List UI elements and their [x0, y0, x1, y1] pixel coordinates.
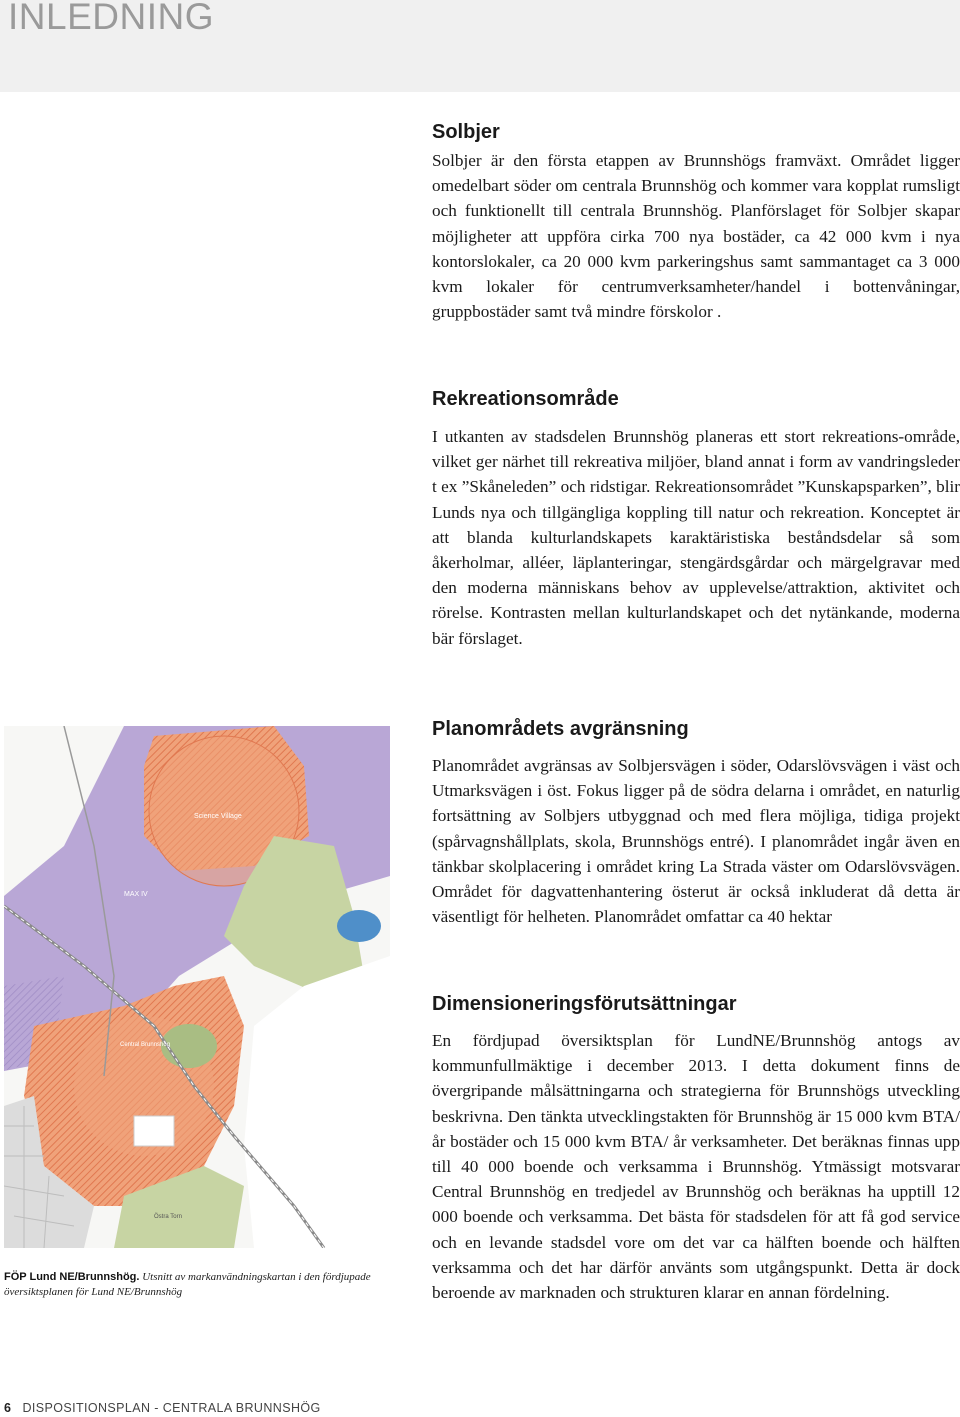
page-number: 6 — [4, 1401, 11, 1415]
section-body: En fördjupad översiktsplan för LundNE/Brunnshög antogs av kommunfullmäktige i december 2013. I detta dokument finns de övergripande målsättningarna och strategierna för Brunnshögs utveckling beskrivna. Den tänkta utvecklingstakten för Brunnshög är 15 000 kvm BTA/år bostäder och 15 000 kvm BTA/ år verksamheter. Det beräknas finnas upp till 40 000 boende och verksamma i Brunnshög. Ytmässigt motsvarar Central Brunnshög en tredjedel av Brunnshög och beräknas ha upptill 12 000 boende och verksamma. Det bästa för stadsdelen för att få god service och en levande stadsdel vore om det var ca hälften boende och hälften verksamma och det har därför använts som utgångspunkt. Detta är dock beroende av marknaden och strukturen klarar en annan fördelning. — [432, 1031, 960, 1303]
chapter-title: INLEDNING — [8, 0, 214, 37]
caption-text: Utsnitt av markanvändningskartan i den fördjupade översiktsplanen för Lund NE/Brunnshög — [4, 1271, 371, 1298]
water-pond — [337, 910, 381, 942]
section-rekreationsomrade — [432, 388, 960, 651]
land-use-map — [4, 726, 390, 1248]
caption-title: FÖP Lund NE/Brunnshög. — [4, 1271, 140, 1283]
section-heading: Solbjer — [432, 121, 500, 143]
section-heading: Rekreationsområde — [432, 388, 619, 410]
map-caption — [4, 1270, 376, 1300]
section-body: Solbjer är den första etappen av Brunnshögs framväxt. Området ligger omedelbart söder om centrala Brunnshög och kommer vara kopplat rumsligt och funktionellt till centrala Brunnshög. Planförslaget för Solbjer skapar möjligheter att uppföra cirka 700 nya bostäder, ca 42 000 kvm i nya kontorslokaler, ca 20 000 kvm parkeringshus samt sammantaget ca 3 000 kvm lokaler för centrumverksamheter/handel i bottenvåningar, gruppbostäder samt två mindre förskolor . — [432, 151, 960, 322]
document-title: DISPOSITIONSPLAN - CENTRALA BRUNNSHÖG — [22, 1401, 321, 1415]
plaza — [134, 1116, 174, 1146]
section-solbjer — [432, 121, 960, 324]
section-body: Planområdet avgränsas av Solbjersvägen i söder, Odarslövsvägen i väst och Utmarksvägen i öst. Fokus ligger på de södra delarna i området, en naturlig fortsättning av Solbjers utbyggnad och med flera möjliga, tidiga projekt (spårvagnshållplats, skola, Brunnshögs entré). I planområdet ingår även en tänkbar skolplacering i området kring La Strada väster om Odarslövsvägen. Området för dagvattenhantering österut är också inkluderat då detta är väsentligt för helheten. Planområdet omfattar ca 40 hektar — [432, 756, 960, 927]
page-footer — [4, 1401, 321, 1415]
map-label-science-village: Science Village — [194, 813, 242, 820]
section-heading: Dimensioneringsförutsättningar — [432, 993, 737, 1015]
section-body: I utkanten av stadsdelen Brunnshög planeras ett stort rekreations-område, vilket ger närhet till rekreativa miljöer, bland annat i form av vandringsleder t ex ”Skåneleden” och ridstigar. Rekreationsområdet ”Kunskapsparken”, blir Lunds nya och tillgängliga koppling till natur och rekreation. Konceptet är att blanda kulturlandskapets karaktäristiska beståndsdelar så som åkerholmar, alléer, läplanteringar, stengärdsgårdar och märgelgravar med den moderna människans behov av upplevelse/attraktion, aktivitet och rörelse. Kontrasten mellan kulturlandskapet och det nytänkande, moderna bär förslaget. — [432, 427, 960, 648]
map-label-max-iv: MAX IV — [124, 891, 148, 898]
map-label-central-brunnshog: Central Brunnshög — [120, 1042, 171, 1048]
section-heading: Planområdets avgränsning — [432, 718, 689, 740]
section-dimensioneringsforutsattningar — [432, 993, 960, 1305]
section-planomradets-avgransning — [432, 718, 960, 929]
map-label-ostra-torn: Östra Torn — [154, 1214, 182, 1220]
